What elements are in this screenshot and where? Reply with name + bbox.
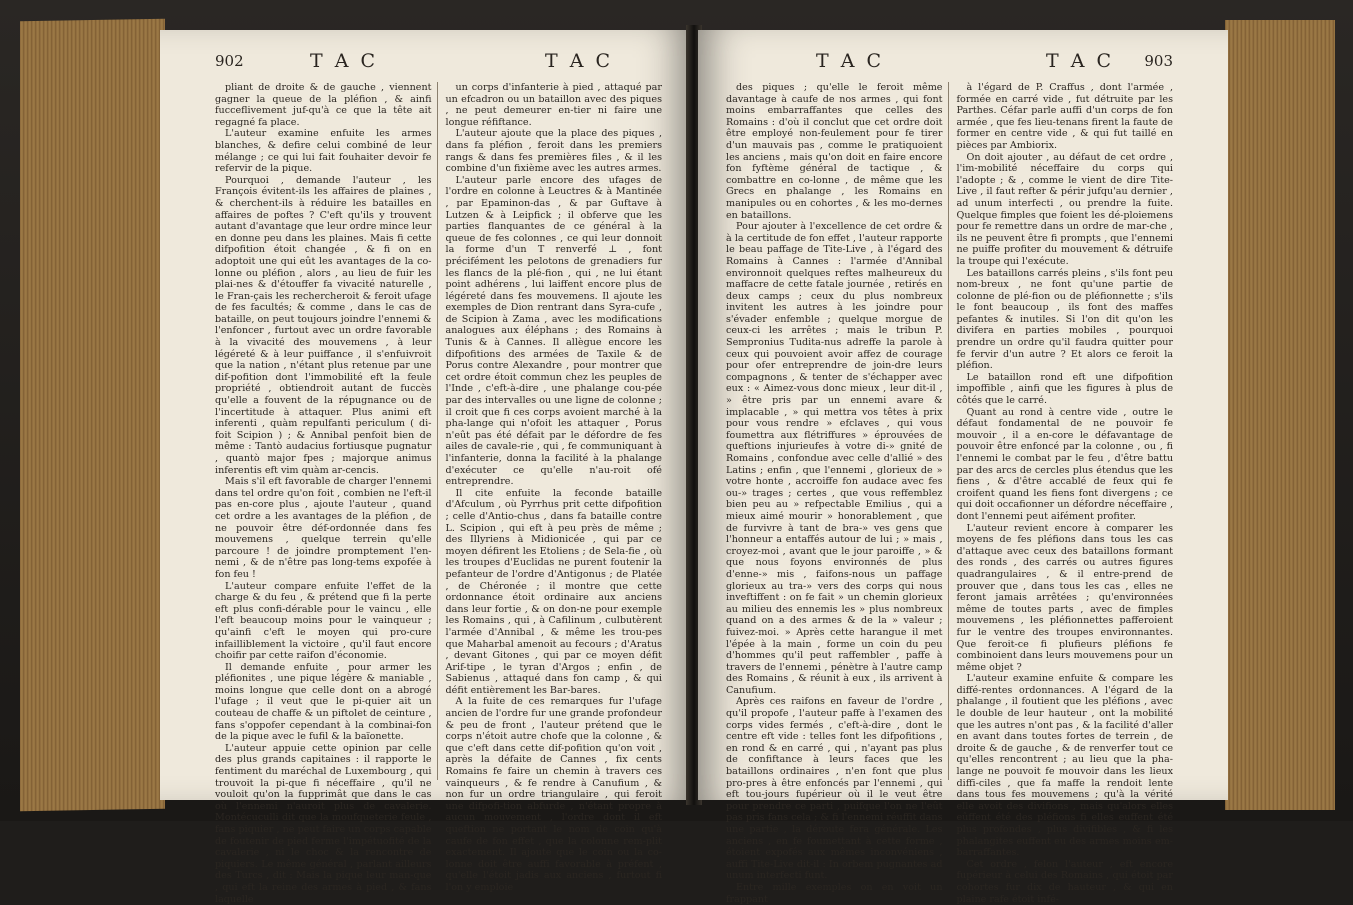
- paragraph: Il demande enfuite , pour armer les pléfionites , une pique légère & maniable , moins longue que celle dont on a abrogé l'ufage ; il veut que le pi-quier ait un couteau de chaffe & un piftolet de ceinture , fans s'oppofer cependant à la combinai-fon de la pique avec le fufil & la baïonette.: [215, 661, 432, 743]
- paragraph: un corps d'infanterie à pied , attaqué par un efcadron ou un bataillon avec des piques , ne peut demeurer en-tier ni faire une longue réfiftance.: [445, 82, 662, 128]
- paragraph: à l'égard de P. Craffus , dont l'armée , formée en carré vide , fut détruite par les Parthes. Céfar parle auffi d'un corps de fon armée , que fes lieu-tenans firent la faute de former en centre vide , & qui fut taillé en pièces par Ambiorix.: [956, 82, 1173, 151]
- paragraph: Quant au rond à centre vide , outre le défaut fondamental de ne pouvoir fe mouvoir , il a en-core le défavantage de pouvoir être enfoncé par la colonne , ou , fi l'ennemi le combat par le feu , d'être battu par des arcs de cercles plus étendus que les fiens , & d'être accablé de feux qui fe croifent quand les fiens font divergens ; ce qui doit occafionner un défordre néceffaire , dont l'ennemi peut aifément profiter.: [956, 406, 1173, 522]
- text-columns: [215, 82, 662, 905]
- column-2: [956, 82, 1174, 905]
- paragraph: des piques ; qu'elle le feroit même davantage à caufe de nos armes , qui font moins embarraffantes que celles des Romains : d'où il conclut que cet ordre doit être employé non-feulement pour fe tirer d'un mauvais pas , comme le pratiquoient les anciens , mais qu'on doit en faire encore fon fyftème général de tactique , & combattre en co-lonne , de même que les Grecs en phalange , les Romains en manipules ou en cohortes , & les mo-dernes en bataillons.: [726, 82, 943, 221]
- paragraph: L'auteur parle encore des ufages de l'ordre en colonne à Leuctres & à Mantinée , par Epaminon-das , & par Guftave à Lutzen & à Leipfick ; il obferve que les parties flanquantes de ce général à la queue de fes colonnes , ce qui leur donnoit la forme d'un T renverfé ⊥ , font précifément les pelotons de grenadiers fur les flancs de la plé-fion , qui , ne lui étant point adhérens , lui laiffent encore plus de légéreté dans fes mouvemens. Il ajoute les exemples de Dion rentrant dans Syra-cufe , de Scipion à Zama , avec les modifications analogues aux éléphans ; des Romains à Tunis & à Cannes. Il allègue encore les difpofitions des armées de Taxile & de Porus contre Alexandre , pour montrer que cet ordre étoit commun chez les peuples de l'Inde , c'eft-à-dire , une phalange cou-pée par des intervalles ou une ligne de colonne ; il croit que fi ces corps avoient marché à la pha-lange qui n'ofoit les attaquer , Porus n'eût pas été défait par le défordre de fes ailes de cavale-rie , qui , fe communiquant à l'infanterie, donna la facilité à la phalange d'exécuter ce qu'elle n'au-roit ofé entreprendre.: [445, 174, 662, 488]
- head-word: T A C: [310, 50, 379, 72]
- paragraph: L'auteur ajoute que la place des piques , dans fa pléfion , feroit dans les premiers rangs & dans fes premières files , & il les combine d'un fixième avec les autres armes.: [445, 128, 662, 175]
- left-page: [160, 30, 690, 905]
- column-2: [445, 82, 663, 893]
- paragraph: Entre mille exemples on en voit un frappant: [726, 881, 943, 905]
- right-page: [698, 30, 1228, 905]
- page-edges-left: [20, 19, 165, 812]
- paragraph: L'auteur revient encore à comparer les moyens de fes pléfions dans tous les cas d'attaque avec ceux des bataillons formant des ronds , des carrés ou autres figures quadrangulaires , & il entre-prend de prouver que , dans tous les cas , elles ne feront jamais arrêtées ; qu'environnées même de toutes parts , avec de fimples mouvemens , les pléfionnettes pafferoient fur le ventre des troupes environnantes. Que feroit-ce fi plufieurs pléfions fe combinoient dans leurs mouvemens pour un même objet ?: [956, 522, 1173, 673]
- paragraph: L'auteur appuie cette opinion par celle des plus grands capitaines : il rapporte le fentiment du maréchal de Luxembourg , qui trouvoit la pi-que fi néceffaire , qu'il ne vouloit qu'on la fupprimât que dans le cas où l'ennemi n'auroit plus de cavalerie. Montécuculli dit que la moufqueterie feule , fans piquier , ne peut faire un corps capable de foutenir de pied ferme l'impétuofité de la cavalerie , ni le choc & la rencontre de piquiers. Le même général , parlant ailleurs des Turcs , dit : Mais la pique leur man-que , qui eft la reine des armes à pied , & fans laquelle: [215, 742, 432, 905]
- page-edges-right: [1225, 20, 1335, 810]
- paragraph: Pour ajouter à l'excellence de cet ordre & à la certitude de fon effet , l'auteur rapporte le beau paffage de Tite-Live , à l'égard des Romains à Cannes : l'armée d'Annibal environnoit quelques reftes malheureux du maffacre de cette fatale journée , retirés en deux camps ; ceux du plus nombreux invitent les autres à les joindre pour s'évader enfemble ; quelque morgue de ceux-ci les arrêtes ; mais le tribun P. Sempronius Tudita-nus adreffe la parole à ceux qui pouvoient avoir affez de courage pour ofer entreprendre de join-dre leurs compagnons , & tenter de s'échapper avec eux : « Aimez-vous donc mieux , leur dit-il , » être pris par un ennemi avare & implacable , » qui mettra vos têtes à prix pour vous rendre » efclaves , qui vous foumettra aux flétriffures » éprouvées de queftions injurieufes à votre di-» gnité de Romains , confondue avec celle d'allié » des Latins ; enfin , que l'ennemi , glorieux de » votre honte , accroiffe fon audace avec fes ou-» trages ; certes , que vous reffemblez bien peu au » refpectable Emilius , qui a mieux aimé mourir » honorablement , que de furvivre à tant de bra-» ves gens que l'honneur a entaffés autour de lui ; » mais , croyez-moi , avant que le jour paroiffe , » & que nous foyons environnés de plus d'enne-» mis , faifons-nous un paffage glorieux au tra-» vers des corps qui nous inveftiffent : on fe fait » un chemin glorieux au milieu des ennemis les » plus nombreux quand on a des armes & de la » valeur ; fuivez-moi. » Après cette harangue il met l'épée à la main , forme un coin du peu d'hommes qu'il peut raffembler , paffe à travers de l'ennemi , pénètre à l'autre camp des Romains , & réunit à eux , ils arrivent à Canufium.: [726, 221, 943, 696]
- head-word: T A C: [816, 50, 885, 72]
- paragraph: A la fuite de ces remarques fur l'ufage ancien de l'ordre fur une grande profondeur & peu de front , l'auteur prétend que le corps n'étoit autre chofe que la colonne , & que c'eft dans cette dif-pofition qu'on voit , après la défaite de Cannes , fix cents Romains fe faire un chemin à travers ces vainqueurs , & fe rendre à Canufium , & non fur un ordre triangulaire , qui feroit une difpofi-tion abfurde , n'étant propre à aucun mouvement , l'ordre dont il eft queftion ne portant le nom de coin qu'à caufe de fon effet , que la colonne rem-plit exactement. Il ajoute que le coin ou la co-lonne doit être auffi favorable à préfent , qu'elle l'étoit jadis aux anciens , furtout fi l'on y emploie: [445, 696, 662, 893]
- head-word: T A C: [545, 50, 614, 72]
- paragraph: Pourquoi , demande l'auteur , les François évitent-ils les affaires de plaines , & cherchent-ils à réduire les batailles en affaires de poftes ? C'eft qu'ils y trouvent autant d'avantage que leur ordre mince leur en donne peu dans les plaines. Mais fi cette difpofition étoit changée , & fi on en adoptoit une qui eût les avantages de la co-lonne ou pléfion , alors , au lieu de fuir les plai-nes & d'étouffer fa vivacité naturelle , le Fran-çais les rechercheroit & feroit ufage de fes facultés; & comme , dans le cas de bataille, on peut toujours joindre l'ennemi & l'enfoncer , furtout avec un ordre favorable à la vivacité des mouvemens , à leur légéreté & à leur puiffance , il s'enfuivroit que la nation , n'étant plus retenue par une dif-pofition dont l'immobilité eft la feule propriété , obtiendroit autant de fuccès qu'elle a fouvent de la répugnance ou de l'incertitude à attaquer. Plus animi eft inferenti , quàm repulfanti periculum ( di-foit Scipion ) ; & Annibal penfoit bien de même : Tantò audacius fortiusque pugnatur , quantò major fpes ; majorque animus inferentis eft vim quàm ar-cencis.: [215, 174, 432, 476]
- paragraph: Mais s'il eft favorable de charger l'ennemi dans tel ordre qu'on foit , combien ne l'eft-il pas en-core plus , ajoute l'auteur , quand cet ordre a les avantages de la pléfion , de ne pouvoir être déf-ordonnée dans fes mouvemens , quelque terrein qu'elle parcoure ! de joindre promptement l'en-nemi , & de n'être pas long-tems expofée à fon feu !: [215, 476, 432, 580]
- paragraph: pliant de droite & de gauche , viennent gagner la queue de la pléfion , & ainfi fucceflivement juf-qu'à ce que la tête ait regagné fa place.: [215, 82, 432, 128]
- running-head-left: [215, 50, 665, 78]
- paragraph: Il cite enfuite la feconde bataille d'Afculum , où Pyrrhus prit cette difpofition ; celle d'Antio-chus , dans fa bataille contre L. Scipion , qui eft à peu près de même ; des Illyriens à Midionicée , qui par ce moyen défirent les Etoliens ; de Sela-fie , où les troupes d'Euclidas ne purent foutenir la pefanteur de l'ordre d'Antigonus ; de Platée , de Chéronée ; il montre que cette ordonnance étoit ordinaire aux anciens dans leur fortie , & on don-ne pour exemple les Romains , qui , à Cafilinum , culbutèrent l'armée d'Annibal , & même les trou-pes que Maharbal amenoit au fecours ; d'Aratus , devant Gitones , qui par ce moyen défit Arif-tipe , le tyran d'Argos ; enfin , de Sabienus , attaqué dans fon camp , & qui défit entièrement les Bar-bares.: [445, 487, 662, 696]
- paragraph: Le bataillon rond eft une difpofition impoffible , ainfi que les figures à plus de côtés que le carré.: [956, 371, 1173, 407]
- page-number: 902: [215, 52, 244, 70]
- head-word: T A C: [1046, 50, 1115, 72]
- paragraph: Cet ordre , felon l'auteur , eft encore fupérieur à celui des Romains , qui étoit par cohortes fur dix de hauteur , & qui en plaine rafe étoit infé-: [956, 858, 1173, 905]
- paragraph: L'auteur examine enfuite les armes blanches, & defire celui combiné de leur mélange ; ce qui lui fait fouhaiter devoir fe refervir de la pique.: [215, 128, 432, 175]
- column-1: [215, 82, 432, 905]
- text-columns: [726, 82, 1173, 905]
- paragraph: L'auteur compare enfuite l'effet de la charge & du feu , & prétend que fi la perte eft plus confi-dérable pour le vaincu , elle l'eft beaucoup moins pour le vainqueur ; qu'ainfi c'eft le moyen qui pro-cure infailliblement la victoire , qu'il faut encore choifir par cette raifon d'économie.: [215, 580, 432, 662]
- paragraph: Les bataillons carrés pleins , s'ils font peu nom-breux , ne font qu'une partie de colonne de plé-fion ou de pléfionnette ; s'ils le font beaucoup , ils font des maffes pefantes & inutiles. Si l'on dit qu'on les divifera en parties mobiles , pourquoi prendre un ordre qu'il faudra quitter pour fe fervir d'un autre ? Et alors ce feroit la pléfion.: [956, 267, 1173, 372]
- running-head-right: [726, 50, 1173, 78]
- page-number: 903: [1144, 52, 1173, 70]
- paragraph: Après ces raifons en faveur de l'ordre , qu'il propofe , l'auteur paffe à l'examen des corps vides fermés , c'eft-à-dire , dont le centre eft vide : telles font les difpofitions , en rond & en carré , qui , n'ayant pas plus de confiftance à leurs faces que les bataillons ordinaires , n'en font que plus pro-pres à être enfoncés par l'ennemi , qui eft tou-jours fupérieur où il le veut être pour prendre ce parti , puifque l'on ne l'eût pas pris fans cela ; & fi l'ennemi réuffit dans une partie , la déroute fera générale. Les anciens , en fe foumettant à cette forme , étoient expofés aux mêmes inconvéniens , auffi Tite-Live dit-il : In orbem pugnantes ad unum interfecti funt.: [726, 696, 943, 882]
- paragraph: L'auteur examine enfuite & compare les diffé-rentes ordonnances. A l'égard de la phalange , il foutient que les pléfions , avec le double de leur hauteur , ont la mobilité que les autres n'ont pas , & la facilité d'aller en avant dans toutes fortes de terrein , de droite & de gauche , & de renverfer tout ce qu'elles rencontrent ; au lieu que la pha-lange ne pouvoit fe mouvoir dans les lieux diffi-ciles , que fa maffe la rendoit lente dans tous fes mouvemens ; qu'à la vérité elle avoit des divifions , mais qu'alors elles eûffent été des pléfions fi elles euffent été plus profondes , plus divifibles , & fi les phalangites euffent eu des armes moins em-barraffantes.: [956, 673, 1173, 859]
- paragraph: On doit ajouter , au défaut de cet ordre , l'im-mobilité néceffaire du corps qui l'adopte ; & , comme le vient de dire Tite-Live , il faut refter & périr jufqu'au dernier , ad unum interfecti , ou prendre la fuite. Quelque fimples que foient les dé-ploiemens pour fe remettre dans un ordre de mar-che , ils ne peuvent être fi prompts , que l'ennemi ne puiffe profiter du mouvement & détruife la troupe qui l'exécute.: [956, 151, 1173, 267]
- column-1: [726, 82, 943, 905]
